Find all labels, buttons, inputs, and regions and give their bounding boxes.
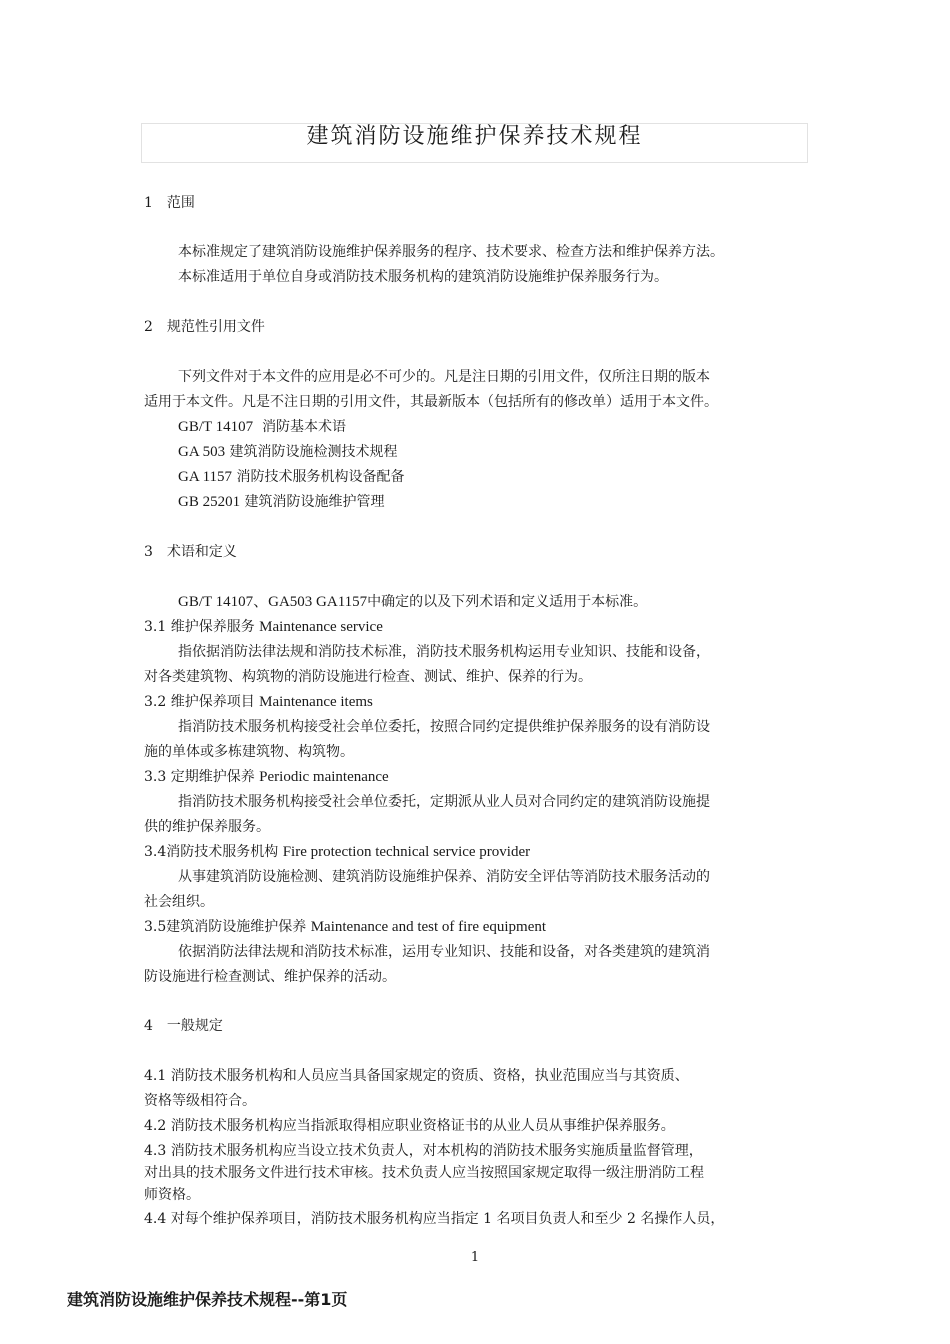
term-definition-line-1: 依据消防法律法规和消防技术标准，运用专业知识、技能和设备，对各类建筑的建筑消 <box>178 944 710 960</box>
reference-name: 消防基本术语 <box>262 419 347 435</box>
term-definition-line-2: 施的单体或多栋建筑物、构筑物。 <box>144 744 354 760</box>
section-3-intro-text: 中确定的以及下列术语和定义适用于本标准。 <box>367 594 648 610</box>
term-definition-line-1: 指消防技术服务机构接受社会单位委托，定期派从业人员对合同约定的建筑消防设施提 <box>178 794 710 810</box>
reference-item <box>178 418 346 436</box>
term-zh: 定期维护保养 <box>170 769 255 785</box>
term-number: 3.3 <box>144 769 167 785</box>
section-1-heading: 1 范围 <box>144 195 195 211</box>
term-definition-line-1: 从事建筑消防设施检测、建筑消防设施维护保养、消防安全评估等消防技术服务活动的 <box>178 869 710 885</box>
reference-item <box>178 443 398 461</box>
term-heading <box>144 843 530 861</box>
section-2-paragraph-line-1: 下列文件对于本文件的应用是必不可少的。凡是注日期的引用文件，仅所注日期的版本 <box>178 369 710 385</box>
section-2-paragraph-line-2: 适用于本文件。凡是不注日期的引用文件，其最新版本（包括所有的修改单）适用于本文件。 <box>144 394 718 410</box>
clause-4-1-line-1: 4.1 消防技术服务机构和人员应当具备国家规定的资质、资格，执业范围应当与其资质、 <box>144 1068 689 1084</box>
reference-code: GB/T 14107 <box>178 419 254 435</box>
clause-4-1-line-2: 资格等级相符合。 <box>144 1093 256 1109</box>
term-number: 3.1 <box>144 619 167 635</box>
term-number: 3.4 <box>144 844 167 860</box>
term-heading <box>144 618 383 636</box>
term-definition-line-2: 供的维护保养服务。 <box>144 819 270 835</box>
term-en: Maintenance service <box>259 619 383 635</box>
term-en: Fire protection technical service provider <box>282 844 531 860</box>
term-heading <box>144 768 389 786</box>
reference-name: 建筑消防设施检测技术规程 <box>229 444 398 460</box>
term-en: Maintenance and test of fire equipment <box>310 919 547 935</box>
reference-code: GA 1157 <box>178 469 233 485</box>
reference-code: GB 25201 <box>178 494 241 510</box>
section-1-paragraph-2: 本标准适用于单位自身或消防技术服务机构的建筑消防设施维护保养服务行为。 <box>178 269 668 285</box>
term-heading <box>144 693 373 711</box>
section-3-heading: 3 术语和定义 <box>144 544 237 560</box>
term-en: Periodic maintenance <box>259 769 389 785</box>
section-2-heading: 2 规范性引用文件 <box>144 319 265 335</box>
term-zh: 维护保养服务 <box>170 619 255 635</box>
term-number: 3.2 <box>144 694 167 710</box>
reference-item <box>178 468 404 486</box>
reference-name: 建筑消防设施维护管理 <box>244 494 385 510</box>
term-zh: 维护保养项目 <box>170 694 255 710</box>
term-definition-line-2: 对各类建筑物、构筑物的消防设施进行检查、测试、维护、保养的行为。 <box>144 669 592 685</box>
clause-4-2: 4.2 消防技术服务机构应当指派取得相应职业资格证书的从业人员从事维护保养服务。 <box>144 1118 675 1134</box>
term-definition-line-2: 防设施进行检查测试、维护保养的活动。 <box>144 969 396 985</box>
document-title: 建筑消防设施维护保养技术规程 <box>306 124 643 149</box>
term-definition-line-1: 指消防技术服务机构接受社会单位委托，按照合同约定提供维护保养服务的设有消防设 <box>178 719 710 735</box>
term-zh: 消防技术服务机构 <box>166 844 279 860</box>
clause-4-3-line-3: 师资格。 <box>144 1187 200 1203</box>
page-number: 1 <box>470 1250 480 1265</box>
term-en: Maintenance items <box>259 694 373 710</box>
section-3-intro-codes: GB/T 14107、GA503 GA1157 <box>178 594 368 610</box>
term-definition-line-2: 社会组织。 <box>144 894 214 910</box>
term-definition-line-1: 指依据消防法律法规和消防技术标准，消防技术服务机构运用专业知识、技能和设备， <box>178 644 710 660</box>
clause-4-3-line-2: 对出具的技术服务文件进行技术审核。技术负责人应当按照国家规定取得一级注册消防工程 <box>144 1165 704 1181</box>
term-zh: 建筑消防设施维护保养 <box>166 919 307 935</box>
section-3-intro <box>178 593 647 611</box>
section-1-paragraph-1: 本标准规定了建筑消防设施维护保养服务的程序、技术要求、检查方法和维护保养方法。 <box>178 244 724 260</box>
reference-item <box>178 493 385 511</box>
clause-4-4: 4.4 对每个维护保养项目，消防技术服务机构应当指定 1 名项目负责人和至少 2 名操作人员， <box>144 1211 725 1227</box>
clause-4-3-line-1: 4.3 消防技术服务机构应当设立技术负责人，对本机构的消防技术服务实施质量监督管理， <box>144 1143 703 1159</box>
term-heading <box>144 918 546 936</box>
section-4-heading: 4 一般规定 <box>144 1018 223 1034</box>
reference-name: 消防技术服务机构设备配备 <box>236 469 405 485</box>
footer-caption: 建筑消防设施维护保养技术规程--第1页 <box>67 1290 348 1309</box>
reference-code: GA 503 <box>178 444 226 460</box>
term-number: 3.5 <box>144 919 167 935</box>
